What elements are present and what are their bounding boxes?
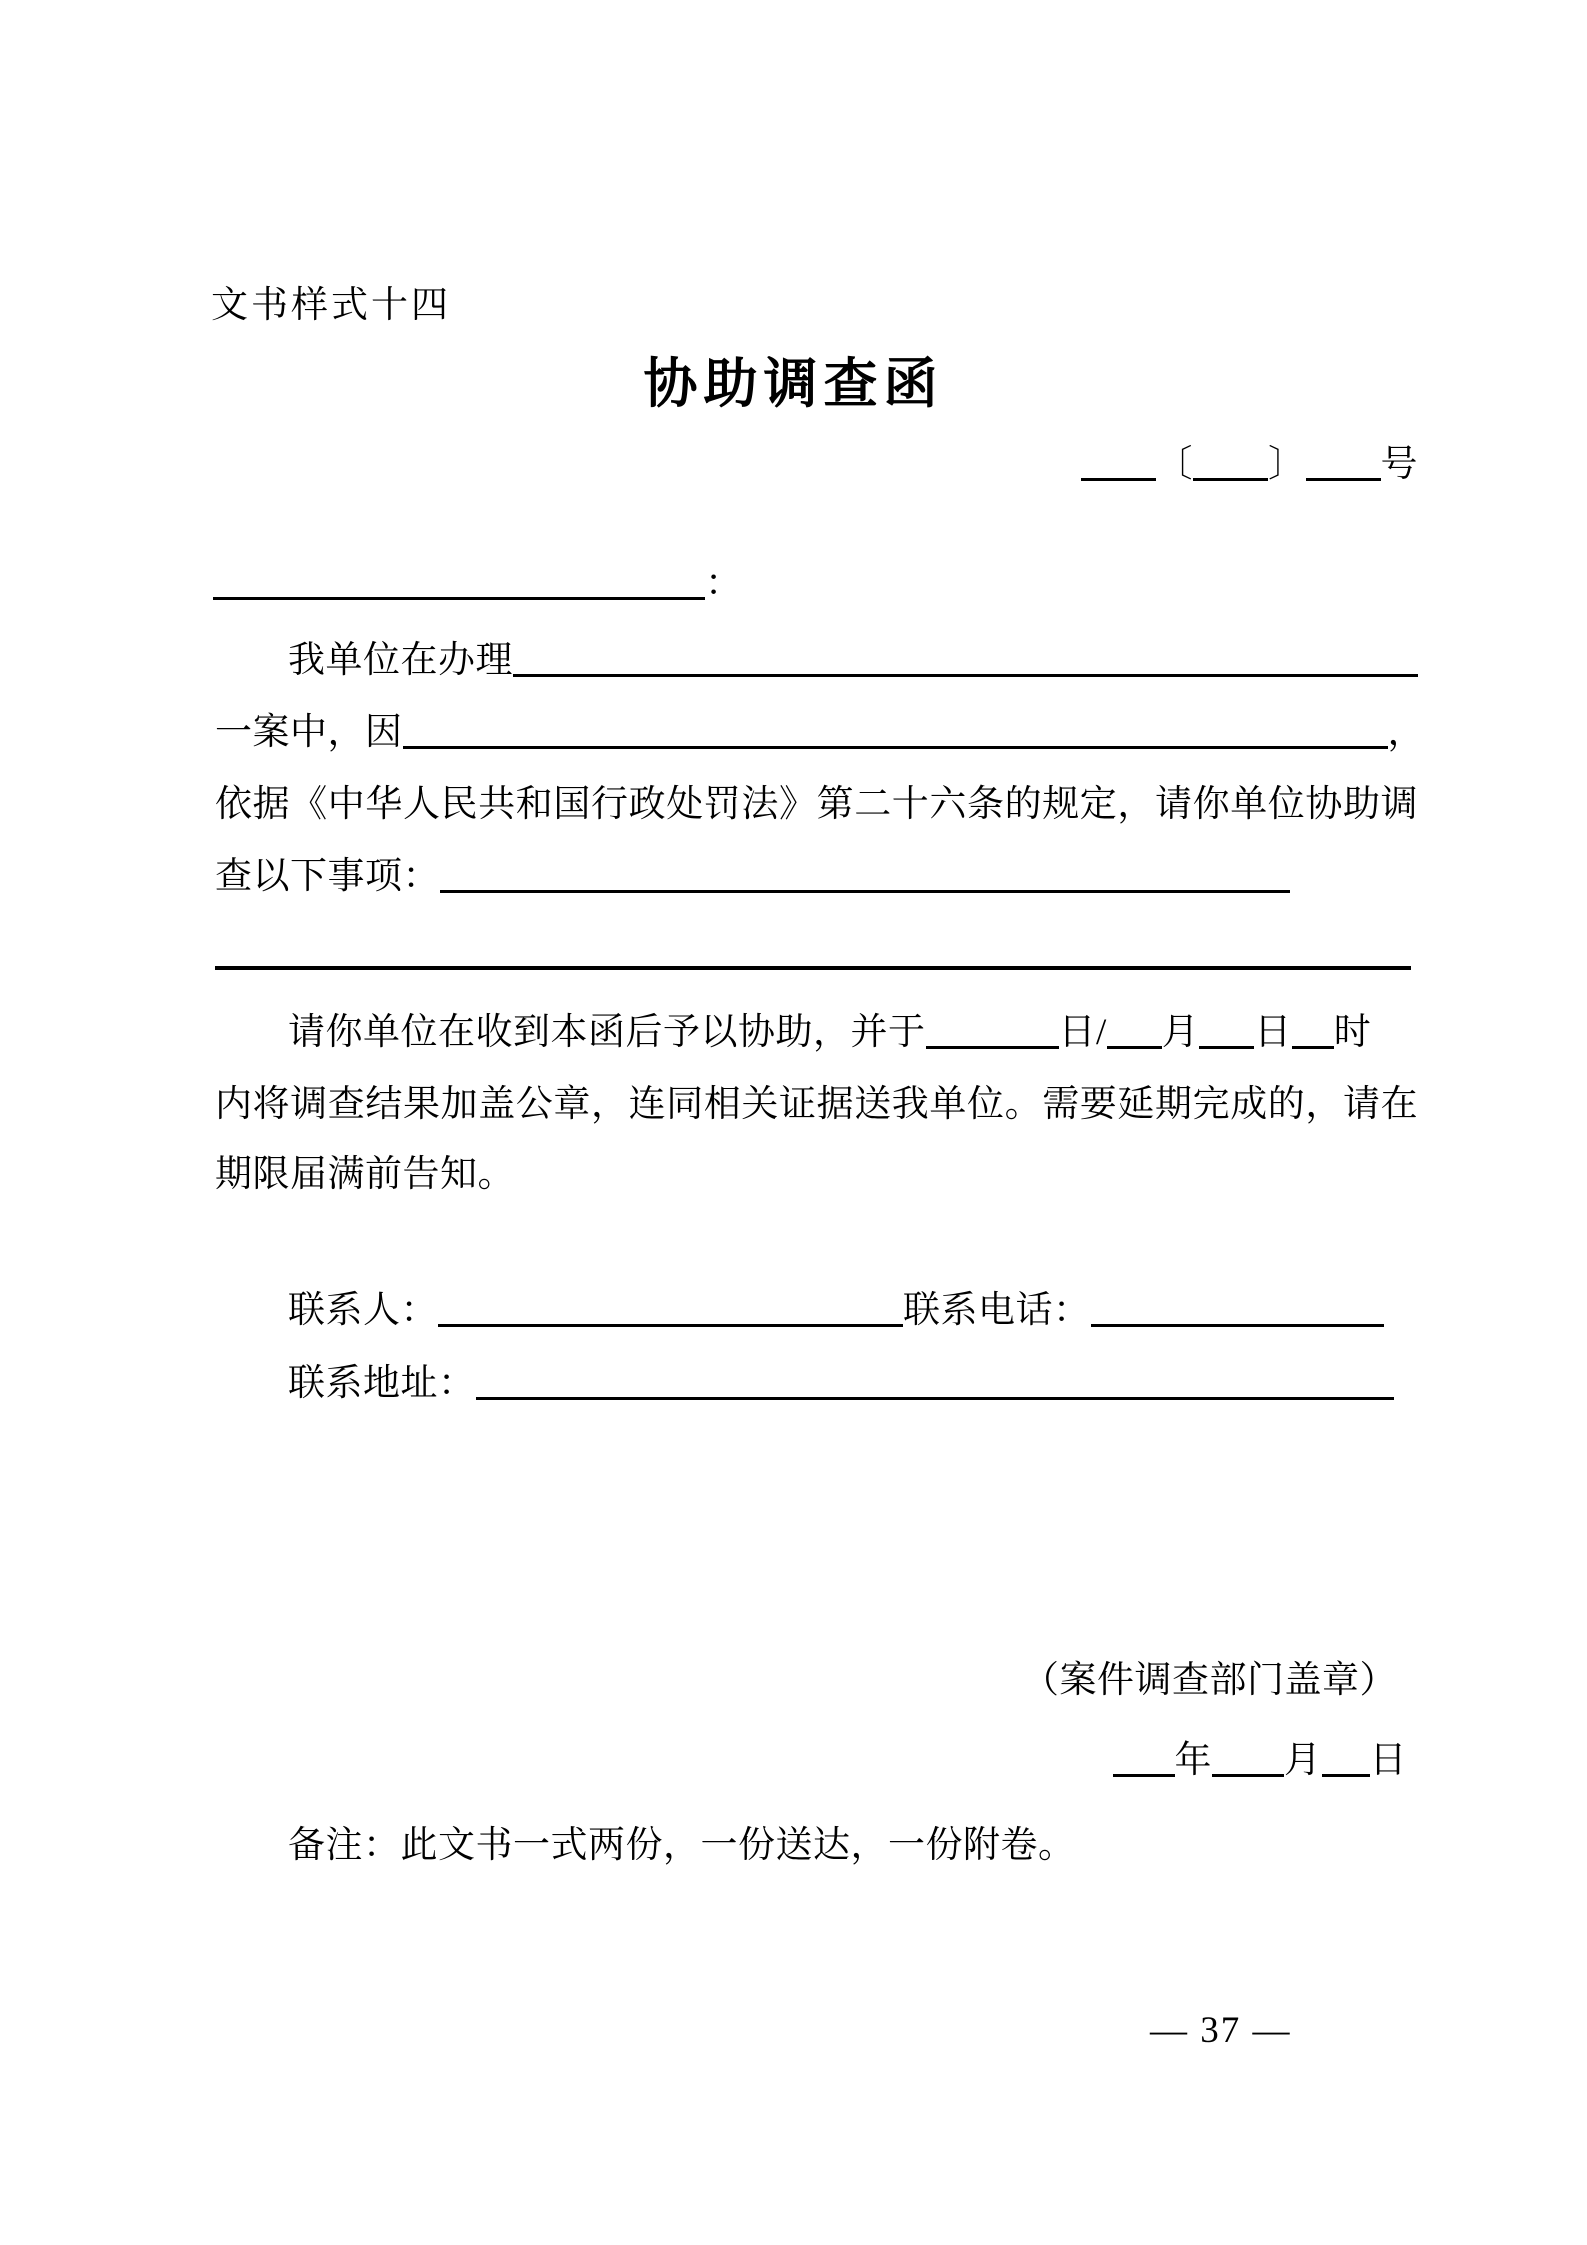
salutation-line: [213, 562, 743, 606]
blank-year: [1113, 1744, 1175, 1777]
day-label: 日: [1369, 1740, 1407, 1781]
blank-contact-person: [438, 1294, 903, 1327]
body-line-5: [215, 1011, 1371, 1055]
doc-number-line: [1081, 443, 1419, 487]
stamp-caption: （案件调查部门盖章）: [1022, 1660, 1397, 1701]
body-line-1-text: 我单位在办理: [288, 640, 513, 681]
contact-line-1: [215, 1289, 1384, 1333]
contact-line-2: [215, 1362, 1394, 1406]
body-line-4: [215, 855, 1290, 899]
contact-person-label: 联系人：: [288, 1290, 438, 1331]
blank-month: [1107, 1016, 1162, 1049]
blank-matters: [440, 860, 1290, 893]
contact-phone-label: 联系电话：: [903, 1290, 1091, 1331]
unit-day: 日: [1254, 1012, 1292, 1053]
salutation-colon: ：: [705, 563, 743, 604]
doc-number-bracket-close: 〕: [1268, 444, 1306, 485]
body-line-2-comma: ，: [1387, 712, 1425, 753]
doc-number-bracket-open: 〔: [1155, 444, 1193, 485]
unit-day-slash: 日/: [1058, 1012, 1107, 1053]
blank-reason: [403, 716, 1388, 749]
blank-days: [926, 1016, 1059, 1049]
blank-case-name: [513, 644, 1418, 677]
blank-day: [1199, 1016, 1254, 1049]
doc-style-label: 文书样式十四: [211, 285, 451, 326]
contact-address-label: 联系地址：: [288, 1363, 476, 1404]
blank-sign-month: [1212, 1744, 1284, 1777]
body-line-5-text: 请你单位在收到本函后予以协助，并于: [288, 1012, 926, 1053]
body-line-6: 内将调查结果加盖公章，连同相关证据送我单位。需要延期完成的，请在: [215, 1084, 1419, 1125]
month-label: 月: [1284, 1740, 1322, 1781]
blank-matters-continuation-line: [215, 966, 1411, 970]
blank-contact-phone: [1091, 1294, 1384, 1327]
blank-sign-day: [1322, 1744, 1370, 1777]
blank-contact-address: [476, 1367, 1394, 1400]
body-line-2-text: 一案中，因: [215, 712, 403, 753]
blank-hour: [1292, 1016, 1334, 1049]
unit-hour: 时: [1333, 1012, 1372, 1053]
page-number: — 37 —: [1150, 2010, 1292, 2051]
blank-doc-number-1: [1081, 448, 1156, 481]
blank-doc-number-3: [1306, 448, 1381, 481]
doc-number-suffix: 号: [1380, 444, 1418, 485]
year-label: 年: [1174, 1740, 1212, 1781]
body-line-3: 依据《中华人民共和国行政处罚法》第二十六条的规定，请你单位协助调: [215, 784, 1419, 825]
body-line-4-text: 查以下事项：: [215, 856, 440, 897]
unit-month: 月: [1161, 1012, 1200, 1053]
page-title: 协助调查函: [643, 354, 944, 414]
body-line-1: [215, 639, 1418, 683]
note-line: 备注：此文书一式两份，一份送达，一份附卷。: [288, 1825, 1076, 1866]
body-line-2: [215, 711, 1425, 755]
blank-addressee: [213, 567, 705, 600]
blank-doc-number-2: [1193, 448, 1268, 481]
signature-date-line: [1113, 1739, 1408, 1783]
body-line-7: 期限届满前告知。: [215, 1154, 515, 1195]
